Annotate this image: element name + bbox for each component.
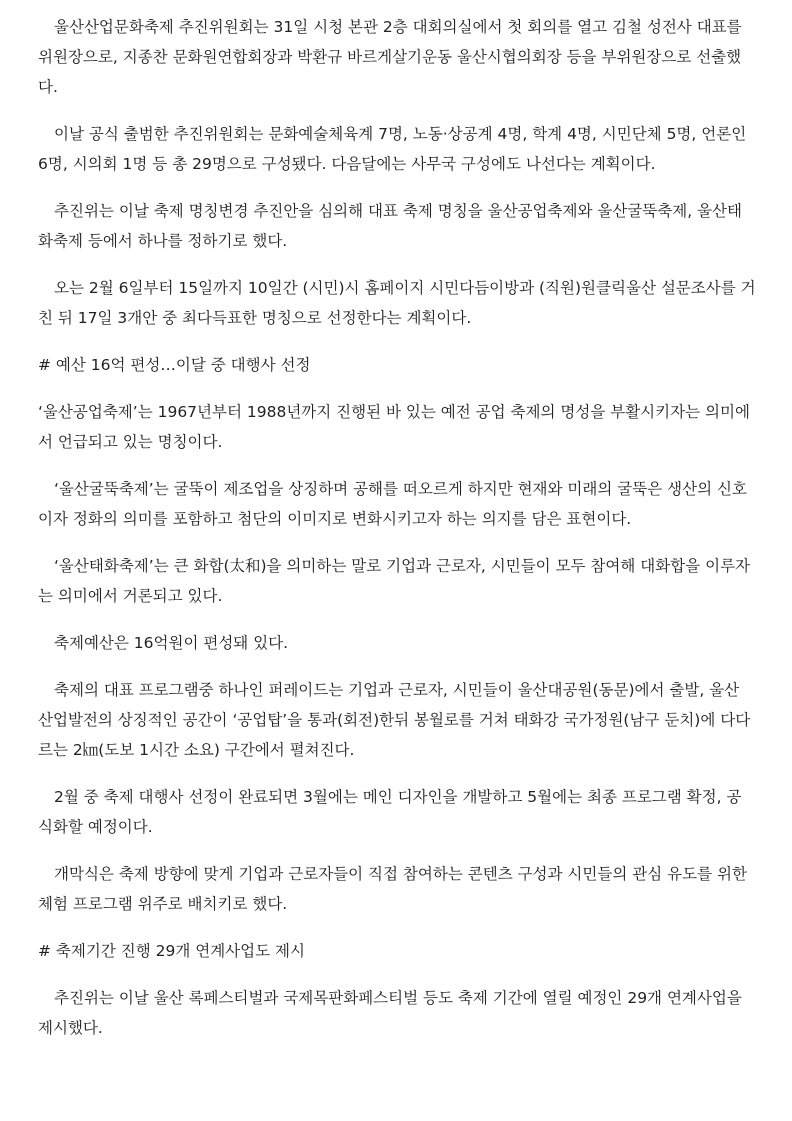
paragraph: 축제예산은 16억원이 편성돼 있다.	[54, 634, 289, 652]
paragraph: 추진위는 이날 울산 록페스티벌과 국제목판화페스티벌 등도 축제 기간에 열릴 예정인 29개 연계사업을 제시했다.	[38, 989, 742, 1037]
paragraph: 축제의 대표 프로그램중 하나인 퍼레이드는 기업과 근로자, 시민들이 울산대공원(동문)에서 출발, 울산 산업발전의 상징적인 공간이 ‘공업탑’을 통과(회전)한뒤 봉월로를 거쳐 태화강 국가정원(남구 둔치)에 다다르는 2㎞(도보 1시간 소요) 구간에서 펼쳐진다.	[38, 681, 751, 759]
paragraph: 추진위는 이날 축제 명칭변경 추진안을 심의해 대표 축제 명칭을 울산공업축제와 울산굴뚝축제, 울산태화축제 등에서 하나를 정하기로 했다.	[38, 202, 742, 250]
section-heading: # 예산 16억 편성…이달 중 대행사 선정	[38, 356, 311, 374]
paragraph: ‘울산태화축제’는 큰 화합(太和)을 의미하는 말로 기업과 근로자, 시민들이 모두 참여해 대화합을 이루자는 의미에서 거론되고 있다.	[38, 557, 751, 605]
paragraph: 울산산업문화축제 추진위원회는 31일 시청 본관 2층 대회의실에서 첫 회의를 열고 김철 성전사 대표를 위원장으로, 지종찬 문화원연합회장과 박환규 바르게살기운동 울산시협의회장 등을 부위원장으로 선출했다.	[38, 18, 742, 96]
paragraph: 이날 공식 출범한 추진위원회는 문화예술체육계 7명, 노동·상공계 4명, 학계 4명, 시민단체 5명, 언론인 6명, 시의회 1명 등 총 29명으로 구성됐다. 다음달에는 사무국 구성에도 나선다는 계획이다.	[38, 125, 747, 173]
paragraph: ‘울산공업축제’는 1967년부터 1988년까지 진행된 바 있는 예전 공업 축제의 명성을 부활시키자는 의미에서 언급되고 있는 명칭이다.	[38, 403, 750, 451]
paragraph: ‘울산굴뚝축제’는 굴뚝이 제조업을 상징하며 공해를 떠오르게 하지만 현재와 미래의 굴뚝은 생산의 신호이자 정화의 의미를 포함하고 첨단의 이미지로 변화시키고자 하는 의지를 담은 표현이다.	[38, 480, 747, 528]
paragraph: 오는 2월 6일부터 15일까지 10일간 (시민)시 홈페이지 시민다듬이방과 (직원)원클릭울산 설문조사를 거친 뒤 17일 3개안 중 최다득표한 명칭으로 선정한다는 계획이다.	[38, 279, 756, 327]
section-heading: # 축제기간 진행 29개 연계사업도 제시	[38, 942, 305, 960]
paragraph: 2월 중 축제 대행사 선정이 완료되면 3월에는 메인 디자인을 개발하고 5월에는 최종 프로그램 확정, 공식화할 예정이다.	[38, 788, 742, 836]
paragraph: 개막식은 축제 방향에 맞게 기업과 근로자들이 직접 참여하는 콘텐츠 구성과 시민들의 관심 유도를 위한 체험 프로그램 위주로 배치키로 했다.	[38, 865, 747, 913]
article-body	[38, 12, 756, 1060]
